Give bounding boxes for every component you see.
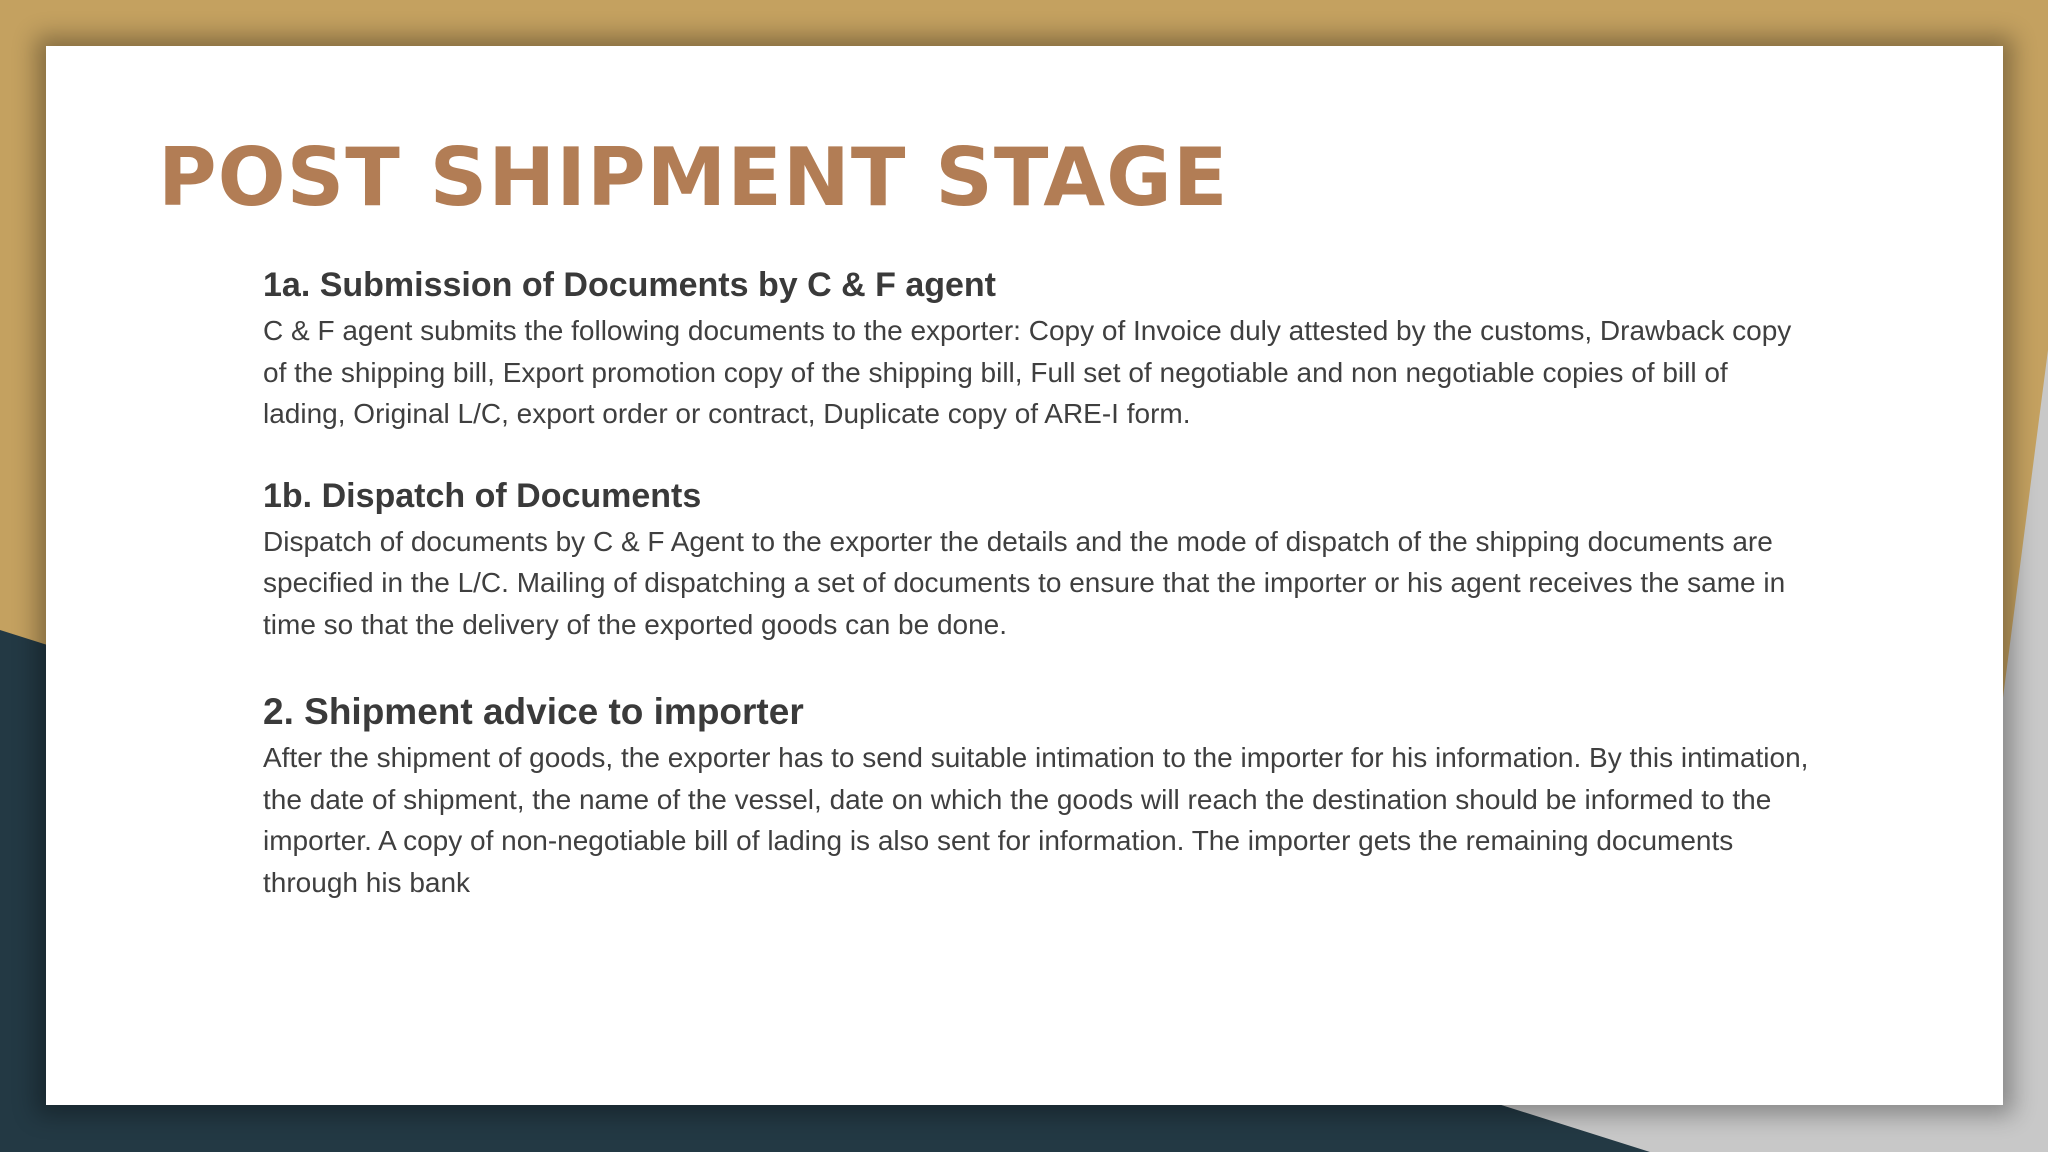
page-title: POST SHIPMENT STAGE	[158, 131, 1229, 224]
section-body: C & F agent submits the following documents to the exporter: Copy of Invoice duly attested by the customs, Drawback copy of the shipping bill, Export promotion copy of the shipping bill, Full set of negotiable and non negotiable copies of bill of lading, Original L/C, export order or contract, Duplicate copy of ARE-I form.	[263, 315, 1792, 429]
section-submission-of-documents	[263, 262, 1813, 435]
content-area	[263, 262, 1813, 903]
section-shipment-advice	[263, 689, 1813, 903]
section-heading: 1a. Submission of Documents by C & F agent	[263, 266, 996, 304]
section-dispatch-of-documents	[263, 473, 1813, 646]
section-heading: 1b. Dispatch of Documents	[263, 476, 702, 515]
section-body: Dispatch of documents by C & F Agent to the exporter the details and the mode of dispatch of the shipping documents are specified in the L/C. Mailing of dispatching a set of documents to ensure that the importer or his agent receives the same in time so that the delivery of the exported goods can be done.	[263, 525, 1786, 640]
section-body: After the shipment of goods, the exporter has to send suitable intimation to the importer for his information. By this intimation, the date of shipment, the name of the vessel, date on which the goods will reach the destination should be informed to the importer. A copy of non-negotiable bill of lading is also sent for information. The importer gets the remaining documents through his bank	[263, 742, 1809, 898]
section-heading: 2. Shipment advice to importer	[263, 691, 804, 732]
